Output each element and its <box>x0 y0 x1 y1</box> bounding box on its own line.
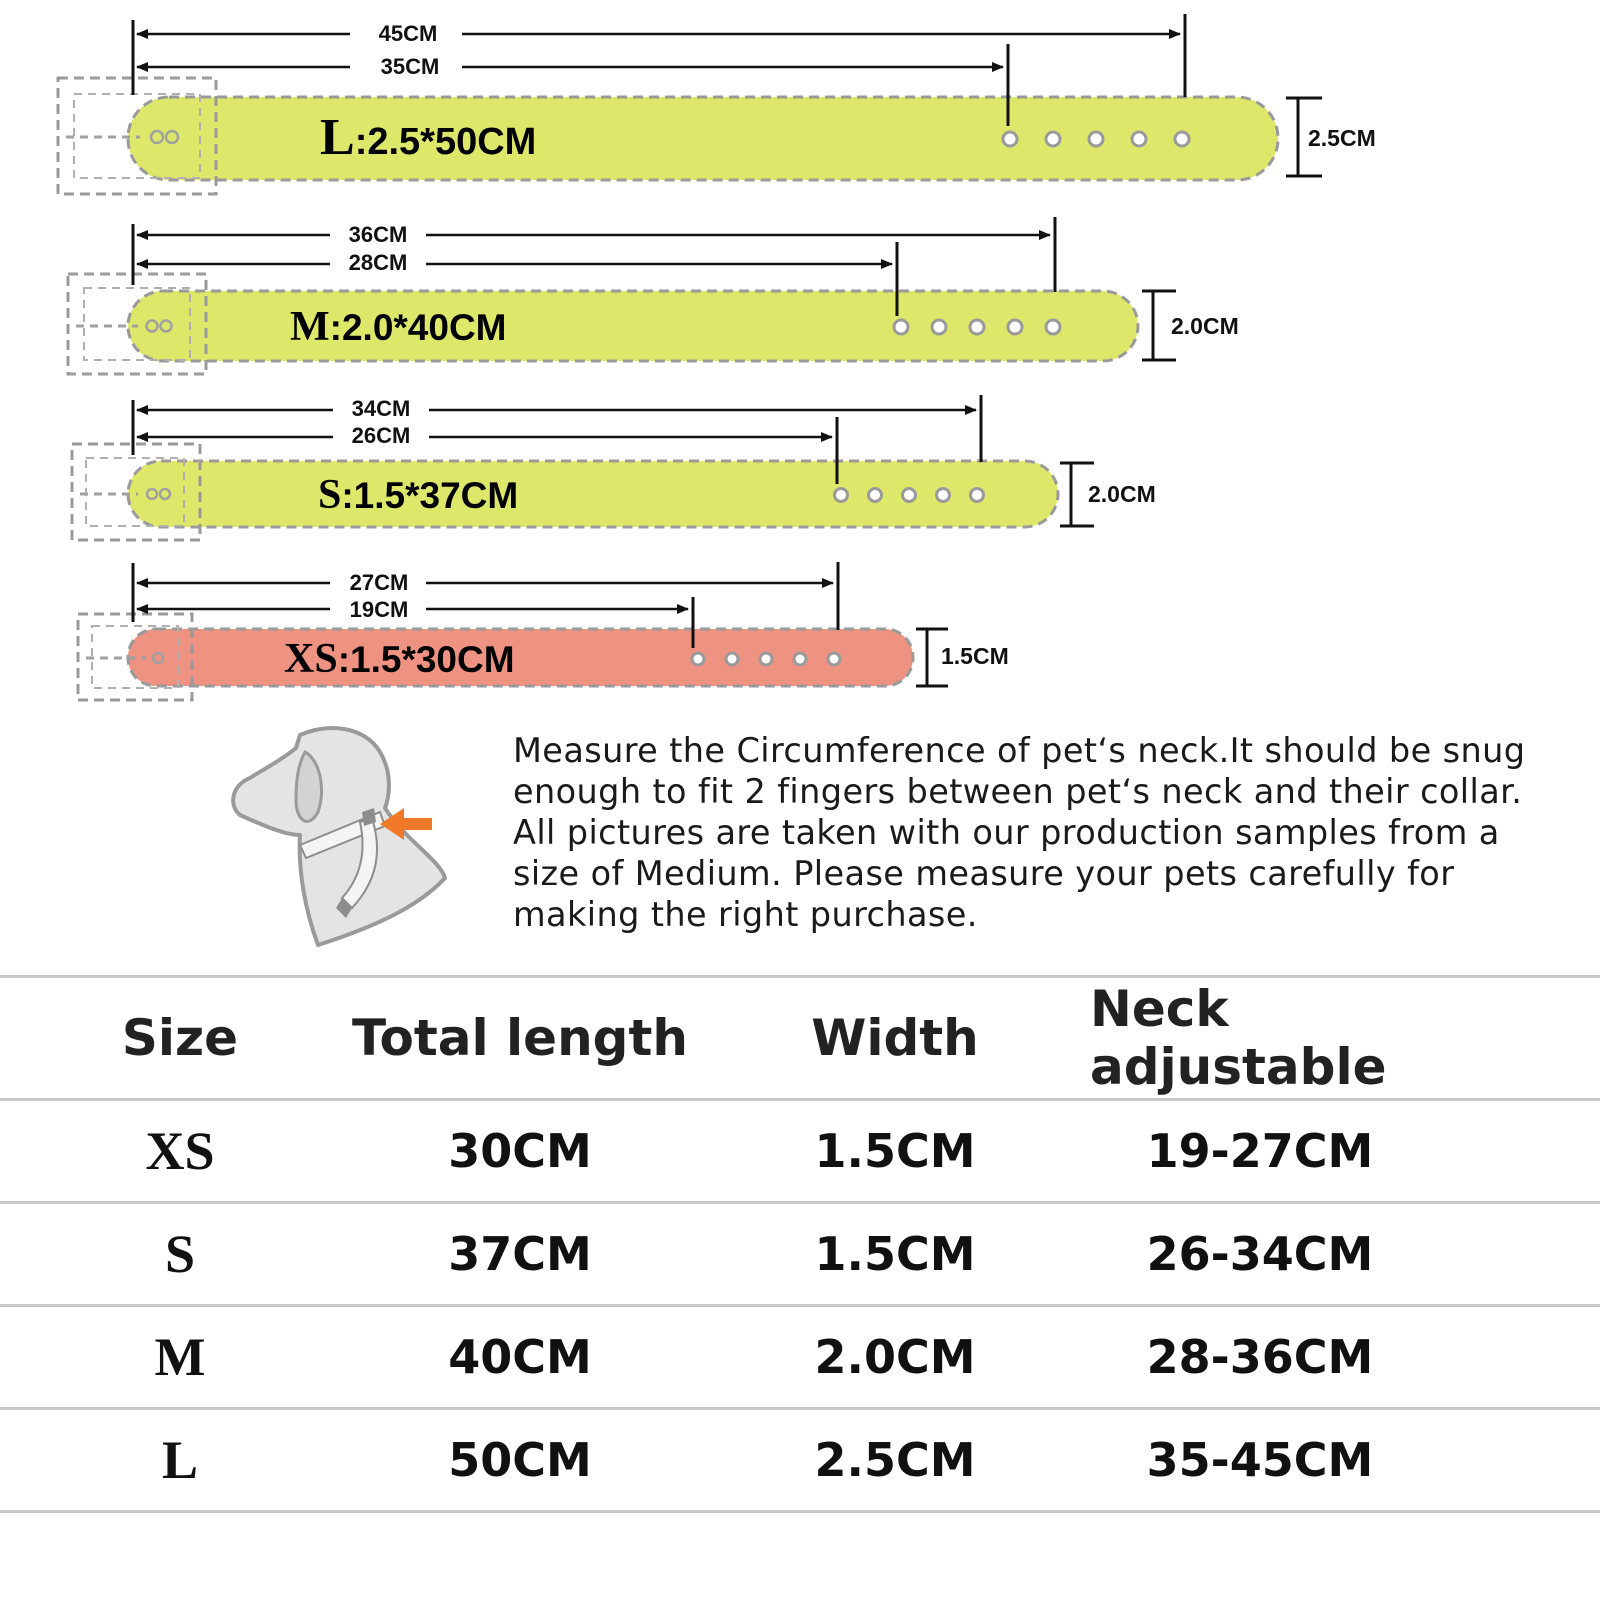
width-label: 2.5CM <box>1308 125 1376 151</box>
total-length-cell: 37CM <box>448 1227 592 1281</box>
measurement-instructions <box>513 730 1593 935</box>
collar-hole <box>828 653 840 665</box>
instruction-line: Measure the Circumference of pet‘s neck.It should be snug <box>513 731 1526 770</box>
max-length-label: 34CM <box>351 396 411 421</box>
neck-adjustable-cell: 35-45CM <box>1146 1433 1374 1487</box>
dog-neck-measure-icon <box>233 728 445 945</box>
instruction-line: size of Medium. Please measure your pets carefully for <box>513 854 1455 893</box>
collar-strap <box>128 461 1058 527</box>
table-row <box>0 1307 1600 1410</box>
collar-strap <box>128 291 1138 361</box>
width-label: 2.0CM <box>1088 481 1156 507</box>
header-neck-adjustable: Neck adjustable <box>1090 980 1387 1096</box>
neck-adjustable-cell: 26-34CM <box>1146 1227 1374 1281</box>
collar-hole <box>1003 132 1017 146</box>
collar-hole <box>726 653 738 665</box>
table-row <box>0 1204 1600 1307</box>
collar-hole <box>894 320 908 334</box>
total-length-cell: 50CM <box>448 1433 592 1487</box>
width-cell: 1.5CM <box>814 1124 976 1178</box>
max-length-label: 45CM <box>378 21 438 46</box>
collar-hole <box>937 489 950 502</box>
width-cell: 2.0CM <box>814 1330 976 1384</box>
min-length-label: 26CM <box>351 423 411 448</box>
collar-size-label: S:1.5*37CM <box>318 472 519 518</box>
collar-hole <box>760 653 772 665</box>
collar-size-label: M:2.0*40CM <box>290 304 507 350</box>
table-row <box>0 1101 1600 1204</box>
collar-hole <box>903 489 916 502</box>
table-row <box>0 1410 1600 1513</box>
collar-hole <box>1046 132 1060 146</box>
table-header-row <box>0 975 1600 1101</box>
width-cell: 1.5CM <box>814 1227 976 1281</box>
collar-s <box>72 395 1156 540</box>
min-length-label: 35CM <box>380 54 440 79</box>
size-cell: XS <box>145 1121 215 1181</box>
instruction-line: making the right purchase. <box>513 895 978 934</box>
max-length-label: 27CM <box>349 570 409 595</box>
total-length-cell: 40CM <box>448 1330 592 1384</box>
collar-hole <box>932 320 946 334</box>
collar-hole <box>869 489 882 502</box>
collar-hole <box>1132 132 1146 146</box>
collar-size-label: L:2.5*50CM <box>320 109 537 166</box>
instruction-line: All pictures are taken with our production samples from a <box>513 813 1500 852</box>
collar-xs <box>78 562 1009 700</box>
size-cell: M <box>154 1327 206 1387</box>
size-cell: S <box>164 1224 196 1284</box>
min-length-label: 28CM <box>348 250 408 275</box>
width-label: 2.0CM <box>1171 313 1239 339</box>
size-table <box>0 975 1600 1513</box>
min-length-label: 19CM <box>349 597 409 622</box>
collar-size-label: XS:1.5*30CM <box>284 636 515 682</box>
collar-hole <box>1089 132 1103 146</box>
collar-l <box>58 14 1376 194</box>
total-length-cell: 30CM <box>448 1124 592 1178</box>
collar-hole <box>1046 320 1060 334</box>
header-size: Size <box>121 1009 239 1067</box>
collar-m <box>68 217 1239 374</box>
header-width: Width <box>811 1009 979 1067</box>
collar-hole <box>970 320 984 334</box>
collar-strap <box>128 97 1278 180</box>
size-cell: L <box>161 1430 199 1490</box>
width-label: 1.5CM <box>941 643 1009 669</box>
header-total-length: Total length <box>352 1009 688 1067</box>
neck-adjustable-cell: 19-27CM <box>1146 1124 1374 1178</box>
max-length-label: 36CM <box>348 222 408 247</box>
collar-hole <box>1175 132 1189 146</box>
neck-adjustable-cell: 28-36CM <box>1146 1330 1374 1384</box>
collar-hole <box>971 489 984 502</box>
instruction-line: enough to fit 2 fingers between pet‘s neck and their collar. <box>513 772 1523 811</box>
width-cell: 2.5CM <box>814 1433 976 1487</box>
collar-hole <box>794 653 806 665</box>
collar-hole <box>692 653 704 665</box>
collar-hole <box>1008 320 1022 334</box>
collar-hole <box>835 489 848 502</box>
